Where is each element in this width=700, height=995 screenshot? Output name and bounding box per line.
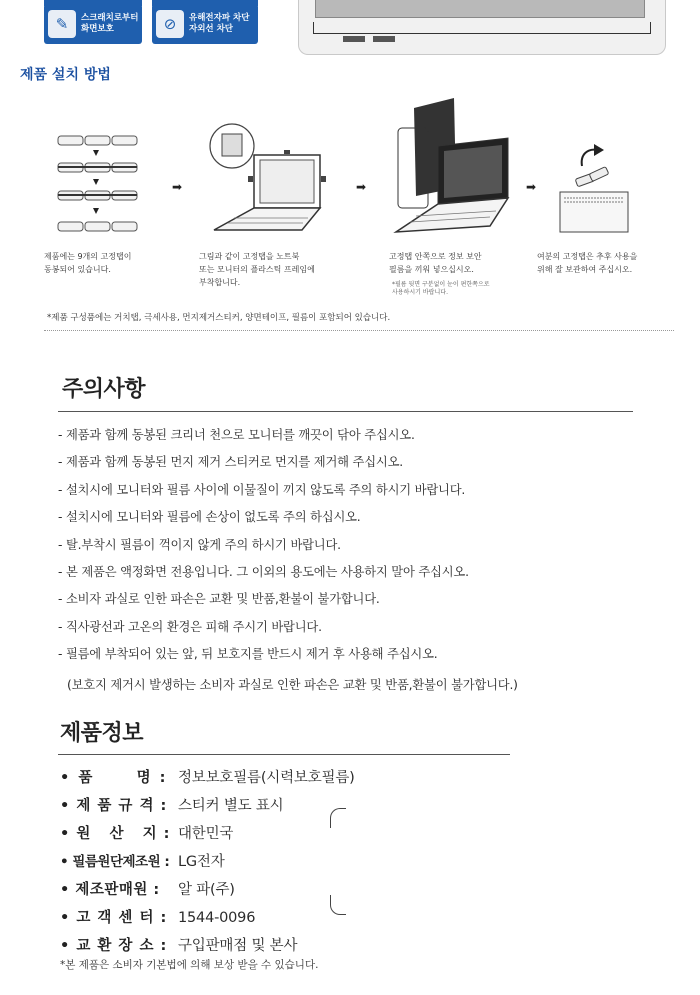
list-item: - 제품과 함께 동봉된 크리너 천으로 모니터를 깨끗이 닦아 주십시오. xyxy=(58,428,415,442)
precautions-rule xyxy=(58,411,633,412)
step-2-caption xyxy=(199,250,315,289)
table-row xyxy=(60,850,355,878)
info-key: • 교 환 장 소 : xyxy=(60,938,168,954)
step-4-caption xyxy=(537,250,637,276)
info-key: • 고 객 센 터 : xyxy=(60,910,168,926)
precautions-list xyxy=(58,425,678,672)
keyboard-illustration xyxy=(315,0,645,18)
step-3-note-text: *필름 뒷면 구분없이 눈이 편한쪽으로 사용하시기 바랍니다. xyxy=(392,281,490,296)
info-value: 스티커 별도 표시 xyxy=(178,798,284,814)
step-1-caption-text: 제품에는 9개의 고정탭이 동봉되어 있습니다. xyxy=(44,252,132,274)
list-item: - 필름에 부착되어 있는 앞, 뒤 보호지를 반드시 제거 후 사용해 주십시오. xyxy=(58,647,438,662)
no-radiation-icon: ⊘ xyxy=(156,10,184,38)
laptop-film-illustration xyxy=(384,98,519,243)
scratch-shield-icon: ✎ xyxy=(48,10,76,38)
info-key: • 제조판매원 : xyxy=(60,882,160,898)
feature-badge-scratch xyxy=(44,4,142,44)
feature-badge-text: 스크래치로부터 화면보호 xyxy=(81,13,139,34)
table-row xyxy=(60,906,355,934)
port-icon xyxy=(373,36,395,42)
storage-pouch-illustration xyxy=(554,140,634,240)
info-value: 정보보호필름(시력보호필름) xyxy=(178,770,355,786)
product-info-title: 제품정보 xyxy=(60,721,144,746)
bracket-top xyxy=(330,808,346,828)
feature-badge-label xyxy=(189,13,249,35)
list-item: - 설치시에 모니터와 필름 사이에 이물질이 끼지 않도록 주의 하시기 바랍니다. xyxy=(58,482,466,497)
laptop-tabs-illustration xyxy=(204,120,329,240)
precautions-title: 주의사항 xyxy=(62,377,146,402)
list-item: - 직사광선과 고온의 환경은 피해 주시기 바랍니다. xyxy=(58,619,322,634)
list-item: - 본 제품은 액정화면 전용입니다. 그 이외의 용도에는 사용하지 말아 주십시오. xyxy=(58,564,469,579)
info-value: 구입판매점 및 본사 xyxy=(178,938,298,954)
components-footnote: *제품 구성품에는 거치탭, 극세사용, 먼지제거스티커, 양면테이프, 필름이 포함되어 있습니다. xyxy=(47,313,391,323)
feature-badge-text: 유해전자파 차단 자외선 차단 xyxy=(189,13,250,34)
precautions-note: (보호지 제거시 발생하는 소비자 과실로 인한 파손은 교환 및 반품,환불이 불가합니다.) xyxy=(67,678,518,692)
port-icon xyxy=(343,36,365,42)
step-3-caption-text: 고정탭 안쪽으로 정보 보안 필름을 끼워 넣으십시오. xyxy=(389,252,482,274)
list-item: - 탈.부착시 필름이 꺽이지 않게 주의 하시기 바랍니다. xyxy=(58,537,341,552)
info-value: 1544-0096 xyxy=(178,910,256,926)
info-value: 알 파(주) xyxy=(178,882,235,898)
info-value: LG전자 xyxy=(178,854,225,870)
next-arrow-icon: ➡ xyxy=(356,180,367,194)
step-1-caption xyxy=(44,250,131,276)
step-4-caption-text: 여분의 고정탭은 추후 사용을 위해 잘 보관하여 주십시오. xyxy=(537,252,638,274)
step-3-note xyxy=(392,281,490,297)
tabs-illustration xyxy=(44,130,144,250)
step-2-caption-text: 그림과 같이 고정탭을 노트북 또는 모니터의 플라스틱 프레임에 부착합니다. xyxy=(199,252,315,287)
list-item: - 설치시에 모니터와 필름에 손상이 없도록 주의 하십시오. xyxy=(58,510,361,525)
table-row xyxy=(60,822,355,850)
feature-badge-label xyxy=(81,13,138,35)
next-arrow-icon: ➡ xyxy=(172,180,183,194)
compensation-footnote: *본 제품은 소비자 기본법에 의해 보상 받을 수 있습니다. xyxy=(60,959,319,971)
product-info-list xyxy=(60,766,355,962)
feature-badge-radiation xyxy=(152,4,258,44)
laptop-photo xyxy=(298,0,666,55)
palmrest-outline xyxy=(313,22,651,34)
install-diagram xyxy=(44,120,674,296)
section-divider xyxy=(44,330,674,331)
next-arrow-icon: ➡ xyxy=(526,180,537,194)
info-key: • 제 품 규 격 : xyxy=(60,798,168,814)
install-title: 제품 설치 방법 xyxy=(20,67,111,83)
info-key: • 품 명 : xyxy=(60,770,168,786)
list-item: - 소비자 과실로 인한 파손은 교환 및 반품,환불이 불가합니다. xyxy=(58,592,380,607)
step-3-caption xyxy=(389,250,482,276)
product-info-rule xyxy=(58,754,510,755)
info-value: 대한민국 xyxy=(178,826,234,842)
list-item: - 제품과 함께 동봉된 먼지 제거 스티커로 먼지를 제거해 주십시오. xyxy=(58,455,403,470)
table-row xyxy=(60,878,355,906)
bracket-bottom xyxy=(330,895,346,915)
top-banner xyxy=(0,0,700,62)
info-key: • 원 산 지 : xyxy=(60,826,171,842)
info-key: • 필름원단제조원 : xyxy=(60,854,170,870)
table-row xyxy=(60,794,355,822)
table-row xyxy=(60,766,355,794)
